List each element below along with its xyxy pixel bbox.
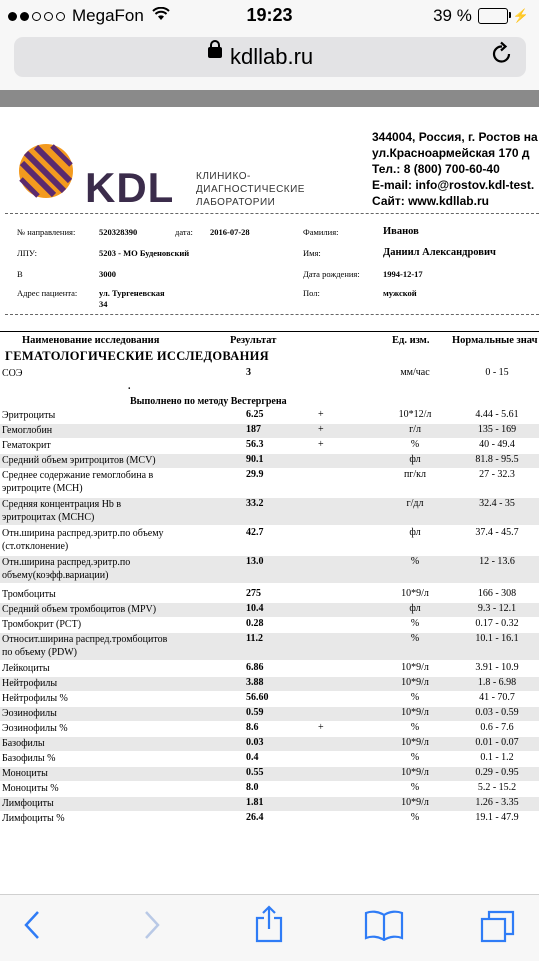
table-row (0, 752, 539, 766)
table-row (0, 633, 539, 660)
test-unit: % (410, 782, 420, 793)
out-of-range-flag: + (318, 424, 324, 435)
test-value: 90.1 (246, 454, 264, 465)
test-name-cont: эритроците (MCH) (2, 483, 83, 494)
lock-icon (208, 47, 222, 58)
battery-percent: 39 % (433, 6, 472, 25)
reference-range: 37.4 - 45.7 (475, 527, 519, 538)
out-of-range-flag: + (318, 722, 324, 733)
test-unit: 10*9/л (401, 737, 429, 748)
test-unit: фл (409, 603, 421, 614)
test-name: Лейкоциты (2, 663, 50, 674)
reference-range: 12 - 13.6 (479, 556, 515, 567)
test-value: 56.60 (246, 692, 269, 703)
test-unit: фл (409, 454, 421, 465)
test-value: 0.59 (246, 707, 264, 718)
tabs-icon[interactable] (480, 909, 516, 948)
test-name: Отн.ширина распред.эритр.по (2, 557, 131, 568)
test-name: Лимфоциты % (2, 813, 65, 824)
test-name: Относит.ширина распред.тромбоцитов (2, 634, 168, 645)
test-unit: % (410, 556, 420, 567)
patient-dob: 1994-12-17 (383, 269, 423, 279)
table-row (0, 409, 539, 423)
test-value: 56.3 (246, 439, 264, 450)
test-value: 6.86 (246, 662, 264, 673)
table-row (0, 556, 539, 583)
reference-range: 3.91 - 10.9 (475, 662, 519, 673)
test-unit: мм/час (400, 367, 430, 378)
test-value: 26.4 (246, 812, 264, 823)
test-name: Базофилы % (2, 753, 56, 764)
reference-range: 0 - 15 (485, 367, 509, 378)
reference-range: 5.2 - 15.2 (477, 782, 517, 793)
test-name: СОЭ (2, 368, 23, 379)
reference-range: 0.1 - 1.2 (480, 752, 514, 763)
test-value: 1.81 (246, 797, 264, 808)
test-value: 42.7 (246, 527, 264, 538)
address-line: 344004, Россия, г. Ростов на (372, 130, 538, 144)
table-row (0, 367, 539, 381)
referral-date: 2016-07-28 (210, 227, 250, 237)
reference-range: 27 - 32.3 (479, 469, 515, 480)
address-bar[interactable] (14, 37, 526, 77)
website-line: Сайт: www.kdllab.ru (372, 194, 489, 208)
table-row (0, 782, 539, 796)
test-value: 0.03 (246, 737, 264, 748)
test-name: Отн.ширина распред.эритр.по объему (2, 528, 164, 539)
patient-info: № направления: 520328390 дата: 2016-07-28 ЛПУ: 5203 - МО Буденовский В 3000 Адрес пациента: ул. Тургеневская 34 Фамилия: Иванов Имя: Даниил Александрович Дата рождения: 1994-12-17 Пол: мужской (5, 213, 539, 315)
page-top-margin (0, 90, 539, 107)
table-row (0, 767, 539, 781)
share-icon[interactable] (254, 905, 284, 948)
test-name: Среднее содержание гемоглобина в (2, 470, 154, 481)
table-row (0, 797, 539, 811)
test-name: Эритроциты (2, 410, 56, 421)
lab-contacts (372, 129, 538, 209)
table-row (0, 439, 539, 453)
test-unit: % (410, 439, 420, 450)
forward-icon[interactable] (142, 909, 162, 946)
test-name: Тромбоциты (2, 589, 56, 600)
test-unit: % (410, 752, 420, 763)
test-unit: % (410, 633, 420, 644)
table-row (0, 527, 539, 554)
test-value: 11.2 (246, 633, 263, 644)
test-name: Моноциты (2, 768, 48, 779)
test-value: 33.2 (246, 498, 264, 509)
test-unit: г/л (409, 424, 421, 435)
test-value: 13.0 (246, 556, 264, 567)
reference-range: 135 - 169 (477, 424, 517, 435)
patient-surname: Иванов (383, 226, 419, 237)
battery-icon (478, 8, 508, 24)
test-value: 0.4 (246, 752, 259, 763)
test-unit: % (410, 812, 420, 823)
patient-name: Даниил Александрович (383, 247, 496, 258)
test-unit: 10*9/л (401, 588, 429, 599)
referral-number: 520328390 (99, 227, 138, 237)
street-line: ул.Красноармейская 170 д (372, 146, 530, 160)
test-name: Эозинофилы (2, 708, 57, 719)
test-value: 8.6 (246, 722, 259, 733)
test-name: Нейтрофилы (2, 678, 58, 689)
reference-range: 4.44 - 5.61 (475, 409, 519, 420)
lab-subtitle: КЛИНИКО- ДИАГНОСТИЧЕСКИЕ ЛАБОРАТОРИИ (196, 171, 305, 208)
table-row (0, 618, 539, 632)
test-unit: 10*9/л (401, 677, 429, 688)
out-of-range-flag: + (318, 439, 324, 450)
table-row (0, 662, 539, 676)
test-name: Средний объем эритроцитов (MCV) (2, 455, 156, 466)
table-row (0, 498, 539, 525)
test-value: 3.88 (246, 677, 264, 688)
test-name: Моноциты % (2, 783, 59, 794)
reference-range: 0.6 - 7.6 (480, 722, 514, 733)
brand-name: KDL (85, 164, 175, 211)
table-row (0, 737, 539, 751)
reference-range: 1.26 - 3.35 (475, 797, 519, 808)
reload-icon[interactable] (490, 41, 514, 74)
test-name: Средний объем тромбоцитов (MPV) (2, 604, 157, 615)
test-name: Средняя концентрация Hb в (2, 499, 122, 510)
status-bar (0, 0, 539, 34)
reference-range: 40 - 49.4 (479, 439, 515, 450)
reference-range: 9.3 - 12.1 (477, 603, 517, 614)
table-row (0, 677, 539, 691)
test-value: 187 (246, 424, 261, 435)
test-value: 3 (246, 367, 251, 378)
reference-range: 0.01 - 0.07 (475, 737, 519, 748)
phone-line: Тел.: 8 (800) 700-60-40 (372, 162, 500, 176)
table-row (0, 707, 539, 721)
test-unit: % (410, 692, 420, 703)
reference-range: 0.17 - 0.32 (475, 618, 519, 629)
safari-toolbar (0, 894, 539, 961)
method-dot: . (128, 381, 131, 392)
table-row (0, 454, 539, 468)
table-row (0, 588, 539, 602)
test-unit: пг/кл (403, 469, 427, 480)
browser-header (0, 34, 539, 90)
test-name: Тромбокрит (PCT) (2, 619, 82, 630)
test-name: Эозинофилы % (2, 723, 68, 734)
reference-range: 0.29 - 0.95 (475, 767, 519, 778)
test-name-cont: эритроцитах (MCHC) (2, 512, 95, 523)
section-title: ГЕМАТОЛОГИЧЕСКИЕ ИССЛЕДОВАНИЯ (5, 349, 269, 363)
test-unit: г/дл (406, 498, 424, 509)
test-name: Базофилы (2, 738, 45, 749)
reference-range: 32.4 - 35 (479, 498, 515, 509)
kdl-logo-icon (18, 143, 74, 199)
reference-range: 0.03 - 0.59 (475, 707, 519, 718)
carrier-name: MegaFon (72, 6, 144, 25)
clock: 19:23 (246, 5, 293, 25)
test-unit: % (410, 618, 420, 629)
test-name: Гемоглобин (2, 425, 53, 436)
reference-range: 41 - 70.7 (479, 692, 515, 703)
test-name: Лимфоциты (2, 798, 54, 809)
patient-sex: мужской (383, 288, 417, 298)
test-unit: % (410, 722, 420, 733)
test-value: 8.0 (246, 782, 259, 793)
reference-range: 81.8 - 95.5 (475, 454, 519, 465)
test-unit: 10*9/л (401, 767, 429, 778)
bookmarks-icon[interactable] (364, 909, 404, 946)
battery-group (433, 6, 529, 26)
lpu-value: 5203 - МО Буденовский (99, 248, 190, 258)
test-value: 29.9 (246, 469, 264, 480)
test-value: 6.25 (246, 409, 264, 420)
lab-report (0, 107, 539, 894)
email-line: E-mail: info@rostov.kdl-test. (372, 178, 535, 192)
test-name: Гематокрит (2, 440, 51, 451)
test-name-cont: по объему (PDW) (2, 647, 78, 658)
table-row (0, 469, 539, 496)
method-note: Выполнено по методу Вестергрена (130, 396, 287, 407)
table-row (0, 692, 539, 706)
test-unit: 10*12/л (398, 409, 432, 420)
test-value: 0.28 (246, 618, 264, 629)
test-unit: 10*9/л (401, 707, 429, 718)
reference-range: 166 - 308 (477, 588, 517, 599)
charging-icon: ⚡ (512, 8, 529, 23)
test-value: 275 (246, 588, 261, 599)
test-name-cont: объему(коэфф.вариации) (2, 570, 109, 581)
reference-range: 10.1 - 16.1 (475, 633, 519, 644)
table-row (0, 424, 539, 438)
divider (0, 331, 539, 332)
patient-address: ул. Тургеневская (99, 288, 165, 298)
test-unit: 10*9/л (401, 797, 429, 808)
table-row (0, 603, 539, 617)
table-row (0, 812, 539, 826)
test-name: Нейтрофилы % (2, 693, 68, 704)
reference-range: 1.8 - 6.98 (477, 677, 517, 688)
out-of-range-flag: + (318, 409, 324, 420)
table-row (0, 722, 539, 736)
url-text[interactable]: kdllab.ru (230, 44, 314, 69)
test-value: 10.4 (246, 603, 264, 614)
test-unit: 10*9/л (401, 662, 429, 673)
reference-range: 19.1 - 47.9 (475, 812, 519, 823)
back-icon[interactable] (22, 909, 42, 946)
test-value: 0.55 (246, 767, 264, 778)
test-name-cont: (ст.отклонение) (2, 541, 69, 552)
results-table-header: Наименование исследования Результат Ед. изм. Нормальные знач (22, 335, 538, 346)
test-unit: фл (409, 527, 421, 538)
